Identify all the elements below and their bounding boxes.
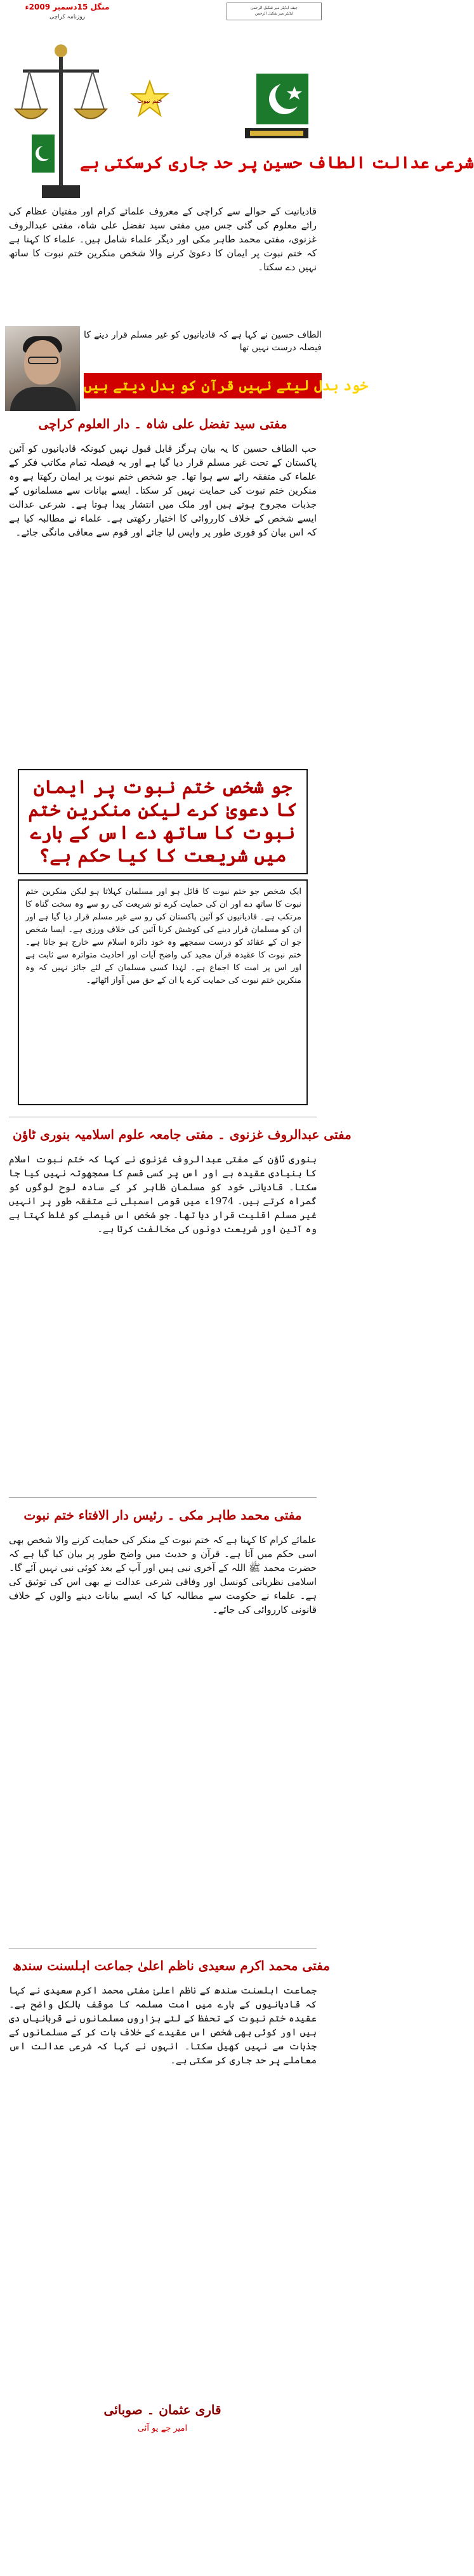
closing-subtitle: امیر جے یو آئی [137, 2424, 188, 2433]
section-body: جماعت اہلسنت سندھ کے ناظم اعلیٰ مفتی محمد اکرم سعیدی نے کہا کہ قادیانیوں کے بارے میں امت مسلمہ کا موقف بالکل واضح ہے۔ عقیدہ ختم نبوت کے تحفظ کے لئے ہزاروں مسلمانوں نے قربانیاں دی ہیں اور کوئی بھی شخص اس عقیدے کے خلاف بات کر کے مسلمانوں کے جذبات سے نہیں کھیل سکتا۔ انہوں نے کہا کہ شرعی عدالت اس معاملے پر حد جاری کر سکتی ہے۔ [9, 1985, 317, 2066]
section-heading: مفتی سید تفضل علی شاہ ۔ دار العلوم کراچی [38, 416, 287, 431]
answer-text: ایک شخص جو ختم نبوت کا قائل ہو اور مسلمان کہلاتا ہو لیکن منکرین ختم نبوت کا ساتھ دے اور ان کی حمایت کرے تو شریعت کی رو سے وہ سخت گناہ کا مرتکب ہے۔ قادیانیوں کو آئین پاکستان کی رو سے غیر مسلم قرار دیا گیا ہے اور ان کو مسلمان قرار دینے کی کوشش کرنا آئین کی خلاف ورزی ہے۔ ایسا شخص جو ان کے عقائد کو درست سمجھے وہ خود دائرہ اسلام سے خارج ہو جاتا ہے۔ ختم نبوت کا عقیدہ قرآن مجید کی واضح آیات اور احادیث متواترہ سے ثابت ہے اور اس پر امت کا اجماع ہے۔ لہٰذا کسی مسلمان کے لئے جائز نہیں کہ وہ منکرین ختم نبوت کی حمایت کرے یا ان کے حق میں آواز اٹھائے۔ [25, 887, 301, 985]
question-text: جو شخص ختم نبوت پر ایمان کا دعویٰ کرے لیکن منکرین ختم نبوت کا ساتھ دے اس کے بارے میں شریعت کا کیا حکم ہے؟ [28, 776, 298, 866]
crescent-flag-icon [232, 67, 315, 143]
section-heading: مفتی عبدالروف غزنوی ۔ مفتی جامعہ علوم اسلامیہ بنوری ٹاؤن [13, 1127, 352, 1142]
masthead-line: ایڈیٹر میر شکیل الرحمن [254, 11, 294, 16]
red-quote-strip: خود بدل لیتے نہیں قرآن کو بدل دیتے ہیں [84, 373, 322, 398]
intro-paragraph: قادیانیت کے حوالے سے کراچی کے معروف علمائے کرام اور مفتیان عظام کی رائے معلوم کی گئی جس میں مفتی سید تفضل علی شاہ، مفتی عبدالروف غزنوی، مفتی محمد طاہر مکی اور دیگر علماء شامل ہیں۔ علماء کا کہنا ہے کہ ختم نبوت پر ایمان کا دعویٰ کرنے والا شخص منکرین ختم نبوت کا ساتھ نہیں دے سکتا۔ [9, 206, 317, 273]
masthead-box [227, 3, 322, 20]
section-body: علمائے کرام کا کہنا ہے کہ ختم نبوت کے منکر کی حمایت کرنے والا شخص بھی اسی حکم میں آتا ہے۔ قرآن و حدیث میں واضح طور پر بیان کیا گیا ہے کہ حضرت محمد ﷺ اللہ کے آخری نبی ہیں اور آپ کے بعد کوئی نبی نہیں آئے گا۔ اسلامی نظریاتی کونسل اور وفاقی شرعی عدالت نے بھی اس کی توثیق کی ہے۔ علماء نے حکومت سے مطالبہ کیا کہ ایسے بیانات دینے والوں کے خلاف قانونی کارروائی کی جائے۔ [9, 1534, 317, 1615]
star-badge-icon [131, 80, 169, 118]
section-heading: مفتی محمد اکرم سعیدی ناظم اعلیٰ جماعت اہلسنت سندھ [13, 1958, 330, 1973]
portrait-row [4, 326, 368, 411]
emblem-scales-icon [10, 33, 112, 204]
portrait-photo [5, 326, 80, 411]
section-heading: مفتی محمد طاہر مکی ۔ رئیس دار الافتاء ختم نبوت [23, 1508, 302, 1523]
question-box [18, 769, 308, 874]
main-headline: شرعی عدالت الطاف حسین پر حد جاری کرسکتی ہے [80, 154, 474, 173]
divider [9, 1497, 317, 1498]
answer-box [18, 879, 308, 1105]
closing-name: قاری عثمان ۔ صوبائی [103, 2402, 221, 2417]
section-body: حب الطاف حسین کا یہ بیان ہرگز قابل قبول نہیں کیونکہ قادیانیوں کو آئین پاکستان کے تحت غیر مسلم قرار دیا گیا ہے اور یہ فیصلہ تمام مکاتب فکر کے علماء کی متفقہ رائے سے ہوا تھا۔ جو شخص ختم نبوت پر ایمان رکھتا ہے وہ منکرین ختم نبوت کی حمایت نہیں کر سکتا۔ ایسے بیانات سے مسلمانوں کے جذبات مجروح ہوتے ہیں اور ملک میں انتشار پیدا ہوتا ہے۔ شرعی عدالت ایسے شخص کے خلاف کارروائی کا اختیار رکھتی ہے۔ علماء نے مطالبہ کیا ہے کہ اس بیان کو فوری طور پر واپس لیا جائے اور قوم سے معافی مانگی جائے۔ [9, 443, 317, 538]
badge-text: ختم نبوت [137, 98, 162, 105]
banner [4, 29, 474, 204]
issue-date: منگل 15دسمبر 2009ء [25, 3, 110, 11]
top-strip [4, 3, 322, 28]
masthead-line: چیف ایڈیٹر میر شکیل الرحمن [250, 6, 298, 10]
portrait-quote: الطاف حسین نے کہا ہے کہ قادیانیوں کو غیر مسلم قرار دینے کا فیصلہ درست نہیں تھا [84, 330, 322, 353]
section-body: بنوری ٹاؤن کے مفتی عبدالروف غزنوی نے کہا کہ ختم نبوت اسلام کا بنیادی عقیدہ ہے اور اس پر کسی قسم کا سمجھوتہ نہیں کیا جا سکتا۔ قادیانی خود کو مسلمان ظاہر کر کے سادہ لوح لوگوں کو گمراہ کرتے ہیں۔ 1974ء میں قومی اسمبلی نے متفقہ طور پر انہیں غیر مسلم اقلیت قرار دیا تھا۔ جو شخص اس فیصلے کو غلط کہتا ہے وہ آئین اور شریعت دونوں کی مخالفت کرتا ہے۔ [9, 1153, 317, 1235]
publication-city: روزنامہ کراچی [49, 14, 86, 20]
